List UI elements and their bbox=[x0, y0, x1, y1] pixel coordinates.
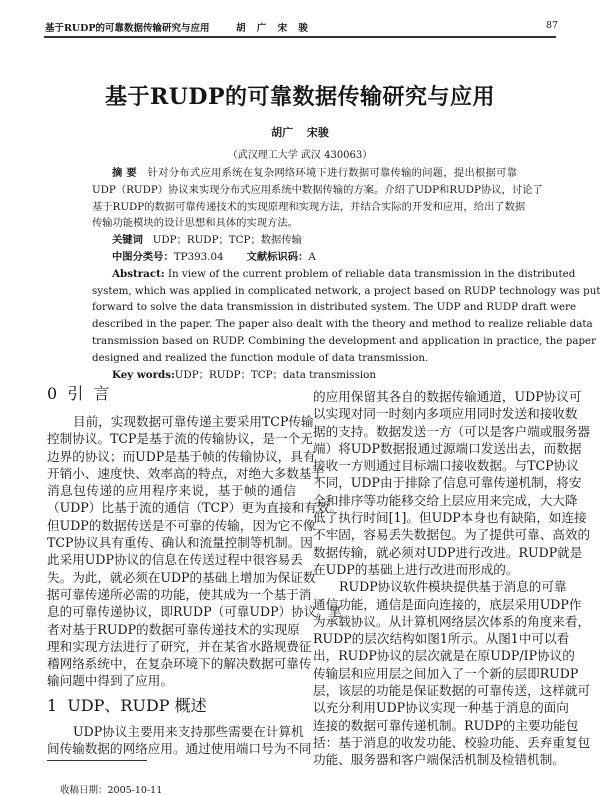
text-line: 低了执行时间[1]。但UDP本身也有缺陷，如连接 bbox=[313, 510, 587, 526]
text-line: 间传输数据的网络应用。通过使用端口号为不同 bbox=[47, 741, 312, 757]
abstract-en-line: described in the paper. The paper also dealt with the theory and method to realize reliable data bbox=[92, 318, 593, 331]
text-line: 出，RUDP协议的层次就是在原UDP/IP协议的 bbox=[313, 648, 575, 664]
paragraph bbox=[47, 413, 342, 690]
text-line: 层，该层的功能是保证数据的可靠传送，这样就可 bbox=[313, 683, 591, 699]
text-line: 边界的协议；而UDP是基于帧的传输协议，具有 bbox=[47, 448, 316, 464]
text-line: 失。为此，就必须在UDP的基础上增加为保证数 bbox=[47, 569, 316, 585]
abstract-en-line: system, which was applied in complicated network, a project based on RUDP technology was put bbox=[92, 284, 600, 297]
paragraph bbox=[47, 723, 312, 758]
text-line: 为承载协议。从计算机网络层次体系的角度来看， bbox=[313, 613, 591, 629]
keywords-cn bbox=[92, 232, 517, 249]
text-line: 目前，实现数据可靠传递主要采用TCP传输 bbox=[73, 414, 314, 429]
text-line: 传输层和应用层之间加入了一个新的层即RUDP bbox=[313, 665, 579, 681]
received-date: 收稿日期：2005-10-11 bbox=[60, 785, 163, 796]
right-column bbox=[313, 388, 591, 769]
text-line: 功能、服务器和客户端保活机制及检错机制。 bbox=[313, 752, 565, 768]
footnote-rule bbox=[47, 760, 147, 761]
text-line: TCP协议具有重传、确认和流量控制等机制。因 bbox=[47, 535, 313, 551]
text-line: （UDP）比基于流的通信（TCP）更为直接和有效。 bbox=[47, 500, 342, 516]
text-line: 据可靠传递所必需的功能，使其成为一个基于消 bbox=[47, 586, 312, 602]
paper-title: 基于RUDP的可靠数据传输研究与应用 bbox=[104, 84, 496, 110]
abstract-cn-line bbox=[92, 165, 517, 182]
text-line: 稽网络系统中，在复杂环境下的解决数据可靠传 bbox=[47, 656, 312, 672]
abstract-en-line: forward to solve the data transmission in distributed system. The UDP and RUDP draft were bbox=[92, 301, 577, 314]
keywords-en-label: Key words: bbox=[112, 368, 175, 381]
text-line: 据的支持。数据发送一方（可以是客户端或服务器 bbox=[313, 423, 591, 439]
clc-value: TP393.04 bbox=[173, 250, 224, 263]
keywords-en-value: UDP；RUDP；TCP；data transmission bbox=[174, 368, 376, 381]
doc-code-label: 文献标识码： bbox=[246, 250, 309, 263]
text-line: 接收一方则通过目标端口接收数据。与TCP协议 bbox=[313, 458, 579, 474]
header-rule bbox=[44, 36, 556, 38]
text-line: 此采用UDP协议的信息在传送过程中很容易丢 bbox=[47, 552, 303, 568]
text-line: RUDP协议软件模块提供基于消息的可靠 bbox=[339, 579, 567, 595]
abstract-cn-line: UDP（RUDP）协议来实现分布式应用系统中数据传输的方案。介绍了UDP和RUDP协议，讨论了 bbox=[92, 183, 543, 196]
text-line: 输问题中得到了应用。 bbox=[47, 673, 173, 689]
doc-code-value: A bbox=[308, 250, 316, 263]
text-line: UDP协议主要用来支持那些需要在计算机 bbox=[73, 723, 304, 739]
text-line: 的应用保留其各自的数据传输通道，UDP协议可 bbox=[313, 389, 582, 404]
section-heading-introduction: 0 引 言 bbox=[47, 384, 110, 403]
running-title: 基于RUDP的可靠数据传输研究与应用 bbox=[45, 23, 210, 34]
text-line: 通信功能，通信是面向连接的，底层采用UDP作 bbox=[313, 596, 582, 612]
abstract-en-line: transmission based on RUDP. Combining the development and application in practice, the paper bbox=[92, 334, 597, 347]
abstract-en-label: Abstract: bbox=[112, 267, 165, 280]
running-authors: 胡 广 宋 骏 bbox=[236, 23, 308, 34]
left-column bbox=[47, 380, 342, 757]
text-line: 息的可靠传递协议，即RUDP（可靠UDP）协议。笔 bbox=[47, 604, 342, 620]
abstract-en-line bbox=[92, 266, 576, 283]
keywords-value: UDP；RUDP；TCP；数据传输 bbox=[152, 234, 302, 247]
text-line: 数据传输，就必须对UDP进行改进。RUDP就是 bbox=[313, 544, 583, 560]
paragraph bbox=[313, 578, 591, 768]
text: 针对分布式应用系统在复杂网络环境下进行数据可靠传输的问题，提出根据可靠 bbox=[147, 167, 518, 179]
text-line: 消息包传递的应用程序来说，基于帧的通信 bbox=[47, 483, 296, 499]
keywords-label: 关键词 bbox=[112, 234, 143, 247]
text-line: 不牢固，容易丢失数据包。为了提供可靠、高效的 bbox=[313, 527, 591, 543]
text-line: 在UDP的基础上进行改进而形成的。 bbox=[313, 561, 519, 577]
text-line: 以充分利用UDP协议实现一种基于消息的面向 bbox=[313, 700, 569, 716]
abstract-cn-label: 摘 要 bbox=[112, 167, 137, 179]
text-line: 理和实现方法进行了研究，并在某省水路规费征 bbox=[47, 638, 312, 654]
text-line: 全和排序等功能移交给上层应用来完成，大大降 bbox=[313, 492, 578, 508]
text: In view of the current problem of reliable data transmission in the distributed bbox=[167, 267, 576, 280]
text-line: 开销小、速度快、效率高的特点，对绝大多数基于 bbox=[47, 465, 325, 481]
paragraph bbox=[313, 388, 591, 578]
abstract-cn-line: 基于RUDP的数据可靠传递技术的实现原理和实现方法，并结合实际的开发和应用，给出了数据 bbox=[92, 200, 526, 213]
text-line: 但UDP的数据传送是不可靠的传输，因为它不像 bbox=[47, 517, 316, 533]
text-line: RUDP的层次结构如图1所示。从图1中可以看 bbox=[313, 631, 570, 647]
text-line: 者对基于RUDP的数据可靠传递技术的实现原 bbox=[47, 621, 300, 637]
page-number: 87 bbox=[546, 20, 559, 31]
text-line: 括：基于消息的收发功能、校验功能、丢弃重复包 bbox=[313, 734, 591, 750]
authors: 胡广 宋骏 bbox=[271, 126, 329, 139]
text-line: 控制协议。TCP是基于流的传输协议，是一个无 bbox=[47, 431, 313, 447]
abstract-cn-line: 传输功能模块的设计思想和具体的实现方法。 bbox=[92, 217, 298, 230]
text-line: 不同，UDP由于排除了信息可靠传递机制，将安 bbox=[313, 475, 582, 491]
text-line: 连接的数据可靠传递机制。RUDP的主要功能包 bbox=[313, 717, 579, 733]
abstract-block bbox=[92, 165, 600, 383]
text-line: 端）将UDP数据报通过源端口发送出去，而数据 bbox=[313, 440, 582, 456]
affiliation: （武汉理工大学 武汉 430063） bbox=[227, 150, 373, 161]
section-heading-overview: 1 UDP、RUDP 概述 bbox=[47, 695, 207, 715]
abstract-en-line: designed and realized the function module of data transmission. bbox=[92, 351, 429, 364]
text-line: 以实现对同一时刻内多项应用同时发送和接收数 bbox=[313, 406, 578, 422]
classification bbox=[92, 249, 517, 266]
clc-label: 中图分类号： bbox=[112, 250, 174, 263]
